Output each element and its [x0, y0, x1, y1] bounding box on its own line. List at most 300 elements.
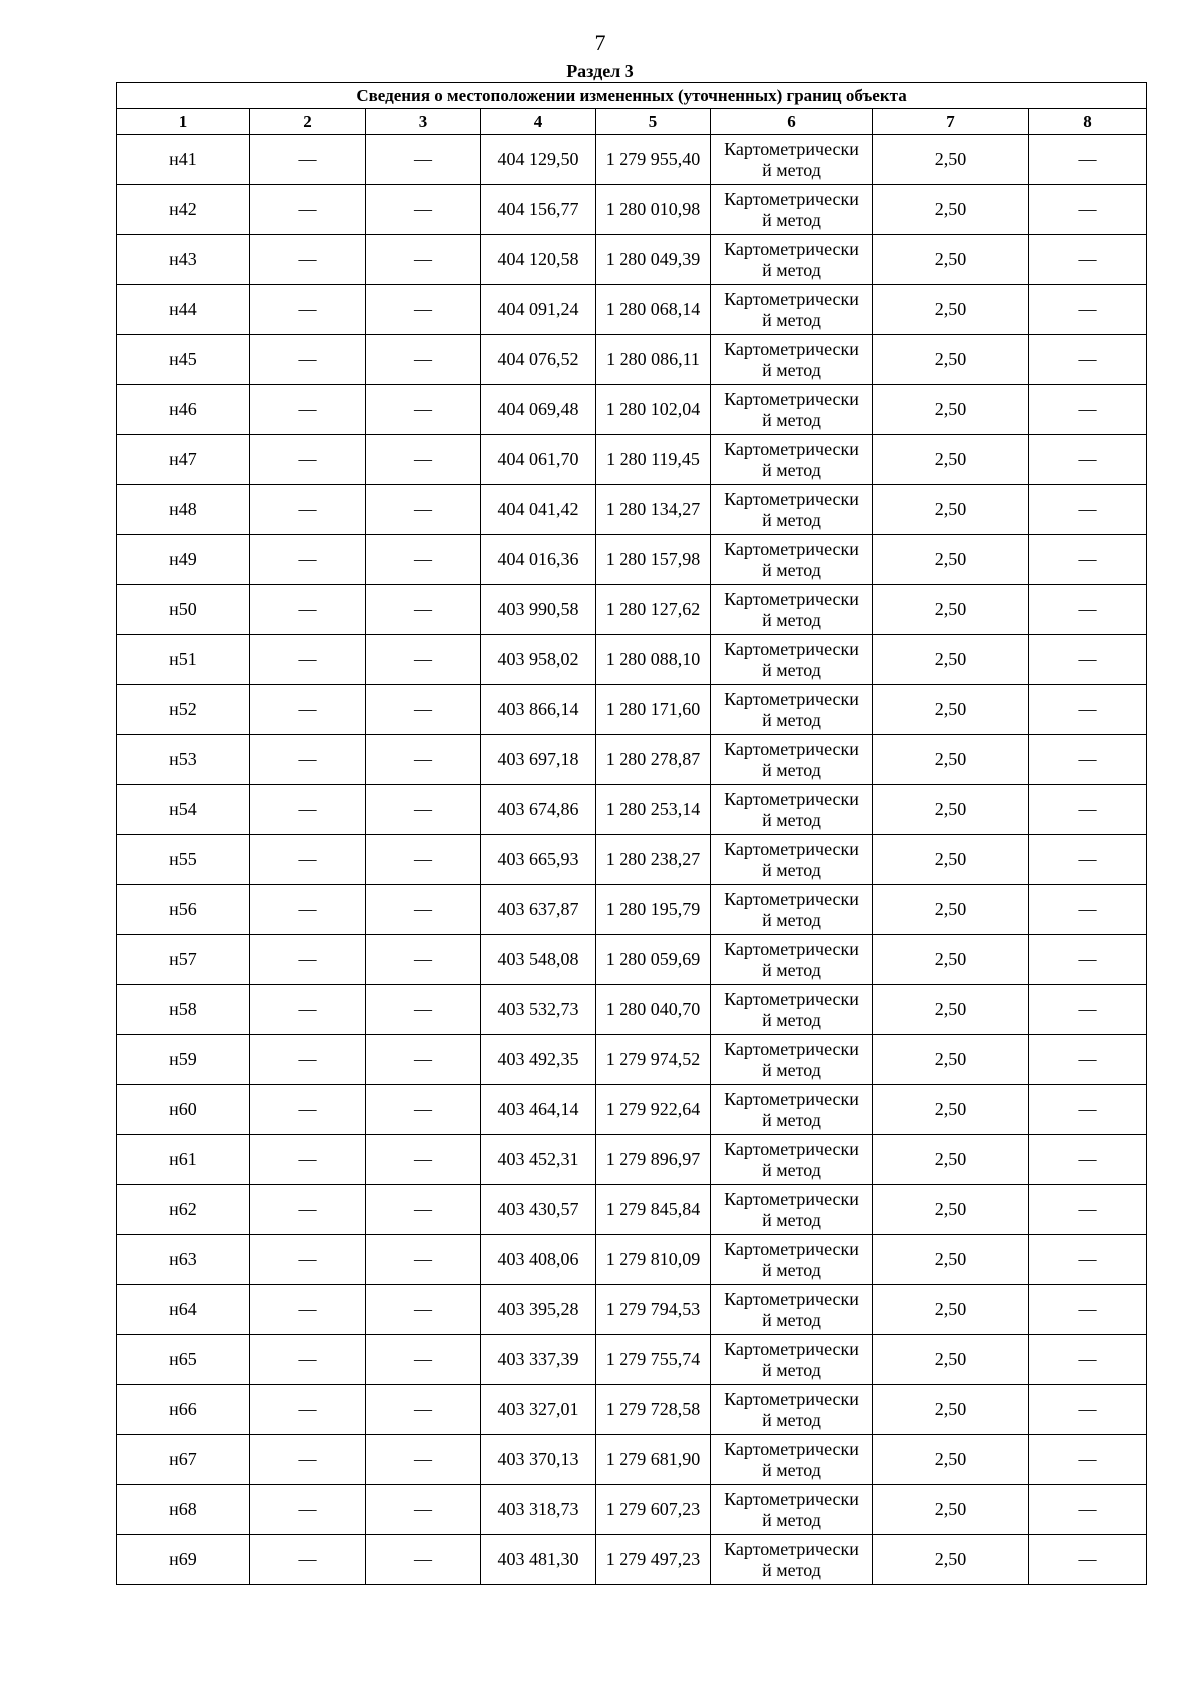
accuracy-cell: 2,50 — [873, 635, 1029, 685]
point-number-cell: н66 — [117, 1385, 250, 1435]
x-coordinate-cell: 403 452,31 — [481, 1135, 596, 1185]
x-coordinate-cell: 403 430,57 — [481, 1185, 596, 1235]
x-coordinate-cell: 403 665,93 — [481, 835, 596, 885]
y-coordinate-cell: 1 279 728,58 — [596, 1385, 711, 1435]
accuracy-cell: 2,50 — [873, 385, 1029, 435]
method-line-1: Картометрически — [724, 238, 859, 259]
column-3-cell: — — [366, 835, 481, 885]
method-line-2: й метод — [762, 859, 821, 880]
point-number-cell: н46 — [117, 385, 250, 435]
method-line-2: й метод — [762, 1409, 821, 1430]
column-3-cell: — — [366, 1535, 481, 1585]
column-number: 8 — [1029, 109, 1147, 135]
table-row — [117, 1135, 1147, 1185]
method-line-1: Картометрически — [724, 188, 859, 209]
point-number-cell: н43 — [117, 235, 250, 285]
column-8-cell: — — [1029, 1285, 1147, 1335]
method-line-1: Картометрически — [724, 288, 859, 309]
column-8-cell: — — [1029, 335, 1147, 385]
column-2-cell: — — [250, 1385, 366, 1435]
column-3-cell: — — [366, 1035, 481, 1085]
table-row — [117, 1085, 1147, 1135]
method-cell — [711, 585, 873, 635]
accuracy-cell: 2,50 — [873, 785, 1029, 835]
point-number-cell: н45 — [117, 335, 250, 385]
accuracy-cell: 2,50 — [873, 435, 1029, 485]
column-8-cell: — — [1029, 235, 1147, 285]
table-row — [117, 1485, 1147, 1535]
column-number: 7 — [873, 109, 1029, 135]
column-3-cell: — — [366, 335, 481, 385]
point-number-cell: н50 — [117, 585, 250, 635]
x-coordinate-cell: 403 958,02 — [481, 635, 596, 685]
column-3-cell: — — [366, 885, 481, 935]
y-coordinate-cell: 1 279 755,74 — [596, 1335, 711, 1385]
method-line-1: Картометрически — [724, 1538, 859, 1559]
method-cell — [711, 435, 873, 485]
method-line-2: й метод — [762, 1109, 821, 1130]
accuracy-cell: 2,50 — [873, 1085, 1029, 1135]
point-number-cell: н60 — [117, 1085, 250, 1135]
method-line-2: й метод — [762, 909, 821, 930]
x-coordinate-cell: 404 156,77 — [481, 185, 596, 235]
x-coordinate-cell: 403 327,01 — [481, 1385, 596, 1435]
point-number-cell: н44 — [117, 285, 250, 335]
point-number-cell: н64 — [117, 1285, 250, 1335]
y-coordinate-cell: 1 280 040,70 — [596, 985, 711, 1035]
accuracy-cell: 2,50 — [873, 1285, 1029, 1335]
column-3-cell: — — [366, 985, 481, 1035]
column-2-cell: — — [250, 1535, 366, 1585]
column-8-cell: — — [1029, 285, 1147, 335]
column-8-cell: — — [1029, 435, 1147, 485]
method-cell — [711, 935, 873, 985]
column-2-cell: — — [250, 535, 366, 585]
table-row — [117, 1335, 1147, 1385]
column-2-cell: — — [250, 1485, 366, 1535]
y-coordinate-cell: 1 280 253,14 — [596, 785, 711, 835]
point-number-cell: н56 — [117, 885, 250, 935]
method-line-2: й метод — [762, 1009, 821, 1030]
x-coordinate-cell: 403 548,08 — [481, 935, 596, 985]
accuracy-cell: 2,50 — [873, 1185, 1029, 1235]
column-8-cell: — — [1029, 1335, 1147, 1385]
column-2-cell: — — [250, 1185, 366, 1235]
y-coordinate-cell: 1 279 922,64 — [596, 1085, 711, 1135]
y-coordinate-cell: 1 280 088,10 — [596, 635, 711, 685]
column-8-cell: — — [1029, 1185, 1147, 1235]
method-cell — [711, 1085, 873, 1135]
column-2-cell: — — [250, 1135, 366, 1185]
method-cell — [711, 985, 873, 1035]
column-2-cell: — — [250, 735, 366, 785]
method-line-1: Картометрически — [724, 988, 859, 1009]
y-coordinate-cell: 1 279 810,09 — [596, 1235, 711, 1285]
accuracy-cell: 2,50 — [873, 485, 1029, 535]
column-2-cell: — — [250, 1085, 366, 1135]
column-8-cell: — — [1029, 1535, 1147, 1585]
x-coordinate-cell: 404 120,58 — [481, 235, 596, 285]
y-coordinate-cell: 1 280 195,79 — [596, 885, 711, 935]
column-2-cell: — — [250, 635, 366, 685]
method-line-2: й метод — [762, 359, 821, 380]
column-2-cell: — — [250, 885, 366, 935]
table-row — [117, 785, 1147, 835]
method-cell — [711, 885, 873, 935]
method-line-1: Картометрически — [724, 638, 859, 659]
y-coordinate-cell: 1 280 059,69 — [596, 935, 711, 985]
y-coordinate-cell: 1 280 068,14 — [596, 285, 711, 335]
method-line-1: Картометрически — [724, 1188, 859, 1209]
y-coordinate-cell: 1 279 896,97 — [596, 1135, 711, 1185]
method-line-1: Картометрически — [724, 538, 859, 559]
column-8-cell: — — [1029, 585, 1147, 635]
accuracy-cell: 2,50 — [873, 1485, 1029, 1535]
method-cell — [711, 635, 873, 685]
column-3-cell: — — [366, 1085, 481, 1135]
table-row — [117, 885, 1147, 935]
column-8-cell: — — [1029, 885, 1147, 935]
accuracy-cell: 2,50 — [873, 1335, 1029, 1385]
column-8-cell: — — [1029, 635, 1147, 685]
accuracy-cell: 2,50 — [873, 1235, 1029, 1285]
x-coordinate-cell: 404 061,70 — [481, 435, 596, 485]
table-row — [117, 1435, 1147, 1485]
column-8-cell: — — [1029, 785, 1147, 835]
method-line-1: Картометрически — [724, 338, 859, 359]
x-coordinate-cell: 403 481,30 — [481, 1535, 596, 1585]
method-line-2: й метод — [762, 1159, 821, 1180]
column-3-cell: — — [366, 1285, 481, 1335]
accuracy-cell: 2,50 — [873, 685, 1029, 735]
table-row — [117, 1535, 1147, 1585]
point-number-cell: н58 — [117, 985, 250, 1035]
column-2-cell: — — [250, 1435, 366, 1485]
method-line-2: й метод — [762, 959, 821, 980]
column-3-cell: — — [366, 1485, 481, 1535]
y-coordinate-cell: 1 279 845,84 — [596, 1185, 711, 1235]
method-cell — [711, 735, 873, 785]
y-coordinate-cell: 1 280 102,04 — [596, 385, 711, 435]
table-row — [117, 485, 1147, 535]
column-2-cell: — — [250, 1235, 366, 1285]
y-coordinate-cell: 1 279 974,52 — [596, 1035, 711, 1085]
method-line-1: Картометрически — [724, 1388, 859, 1409]
method-cell — [711, 235, 873, 285]
column-3-cell: — — [366, 1435, 481, 1485]
method-cell — [711, 1435, 873, 1485]
x-coordinate-cell: 403 395,28 — [481, 1285, 596, 1335]
column-2-cell: — — [250, 935, 366, 985]
method-line-2: й метод — [762, 309, 821, 330]
method-line-2: й метод — [762, 709, 821, 730]
column-3-cell: — — [366, 535, 481, 585]
y-coordinate-cell: 1 279 794,53 — [596, 1285, 711, 1335]
column-number: 2 — [250, 109, 366, 135]
column-3-cell: — — [366, 685, 481, 735]
column-2-cell: — — [250, 335, 366, 385]
method-line-2: й метод — [762, 1359, 821, 1380]
method-cell — [711, 1385, 873, 1435]
column-3-cell: — — [366, 385, 481, 435]
x-coordinate-cell: 403 990,58 — [481, 585, 596, 635]
method-line-1: Картометрически — [724, 738, 859, 759]
accuracy-cell: 2,50 — [873, 185, 1029, 235]
method-line-1: Картометрически — [724, 788, 859, 809]
x-coordinate-cell: 404 129,50 — [481, 135, 596, 185]
method-line-2: й метод — [762, 159, 821, 180]
column-number: 3 — [366, 109, 481, 135]
method-cell — [711, 785, 873, 835]
point-number-cell: н69 — [117, 1535, 250, 1585]
method-line-1: Картометрически — [724, 1138, 859, 1159]
method-line-2: й метод — [762, 209, 821, 230]
table-row — [117, 435, 1147, 485]
point-number-cell: н54 — [117, 785, 250, 835]
column-2-cell: — — [250, 685, 366, 735]
x-coordinate-cell: 404 016,36 — [481, 535, 596, 585]
method-line-2: й метод — [762, 409, 821, 430]
table-row — [117, 1235, 1147, 1285]
method-line-1: Картометрически — [724, 588, 859, 609]
point-number-cell: н62 — [117, 1185, 250, 1235]
x-coordinate-cell: 403 492,35 — [481, 1035, 596, 1085]
method-line-2: й метод — [762, 1059, 821, 1080]
table-row — [117, 635, 1147, 685]
column-2-cell: — — [250, 1285, 366, 1335]
column-2-cell: — — [250, 185, 366, 235]
method-line-2: й метод — [762, 1459, 821, 1480]
point-number-cell: н47 — [117, 435, 250, 485]
column-3-cell: — — [366, 1185, 481, 1235]
x-coordinate-cell: 403 674,86 — [481, 785, 596, 835]
method-line-1: Картометрически — [724, 1488, 859, 1509]
y-coordinate-cell: 1 280 238,27 — [596, 835, 711, 885]
method-cell — [711, 485, 873, 535]
x-coordinate-cell: 403 318,73 — [481, 1485, 596, 1535]
method-line-1: Картометрически — [724, 838, 859, 859]
column-3-cell: — — [366, 435, 481, 485]
point-number-cell: н48 — [117, 485, 250, 535]
method-cell — [711, 1185, 873, 1235]
column-3-cell: — — [366, 235, 481, 285]
method-line-2: й метод — [762, 459, 821, 480]
method-line-1: Картометрически — [724, 688, 859, 709]
point-number-cell: н55 — [117, 835, 250, 885]
column-3-cell: — — [366, 1335, 481, 1385]
x-coordinate-cell: 403 408,06 — [481, 1235, 596, 1285]
table-row — [117, 135, 1147, 185]
point-number-cell: н49 — [117, 535, 250, 585]
column-8-cell: — — [1029, 1435, 1147, 1485]
accuracy-cell: 2,50 — [873, 535, 1029, 585]
x-coordinate-cell: 403 370,13 — [481, 1435, 596, 1485]
column-8-cell: — — [1029, 185, 1147, 235]
accuracy-cell: 2,50 — [873, 1135, 1029, 1185]
method-cell — [711, 1485, 873, 1535]
accuracy-cell: 2,50 — [873, 585, 1029, 635]
method-line-1: Картометрически — [724, 1238, 859, 1259]
table-row — [117, 735, 1147, 785]
table-row — [117, 835, 1147, 885]
column-8-cell: — — [1029, 1485, 1147, 1535]
y-coordinate-cell: 1 280 278,87 — [596, 735, 711, 785]
x-coordinate-cell: 403 866,14 — [481, 685, 596, 735]
y-coordinate-cell: 1 280 119,45 — [596, 435, 711, 485]
coordinates-table — [116, 82, 1147, 1585]
method-line-2: й метод — [762, 1309, 821, 1330]
column-2-cell: — — [250, 235, 366, 285]
table-caption: Сведения о местоположении измененных (уточненных) границ объекта — [117, 83, 1147, 109]
accuracy-cell: 2,50 — [873, 335, 1029, 385]
x-coordinate-cell: 403 464,14 — [481, 1085, 596, 1135]
column-8-cell: — — [1029, 385, 1147, 435]
table-row — [117, 1035, 1147, 1085]
column-3-cell: — — [366, 485, 481, 535]
y-coordinate-cell: 1 280 157,98 — [596, 535, 711, 585]
column-8-cell: — — [1029, 1235, 1147, 1285]
y-coordinate-cell: 1 280 049,39 — [596, 235, 711, 285]
column-3-cell: — — [366, 785, 481, 835]
method-line-2: й метод — [762, 1559, 821, 1580]
point-number-cell: н57 — [117, 935, 250, 985]
column-8-cell: — — [1029, 1385, 1147, 1435]
table-row — [117, 235, 1147, 285]
column-3-cell: — — [366, 135, 481, 185]
method-line-1: Картометрически — [724, 938, 859, 959]
method-line-2: й метод — [762, 609, 821, 630]
column-8-cell: — — [1029, 985, 1147, 1035]
method-cell — [711, 1335, 873, 1385]
method-line-2: й метод — [762, 659, 821, 680]
column-8-cell: — — [1029, 1135, 1147, 1185]
point-number-cell: н63 — [117, 1235, 250, 1285]
method-line-1: Картометрически — [724, 1088, 859, 1109]
method-line-1: Картометрически — [724, 138, 859, 159]
method-line-2: й метод — [762, 1509, 821, 1530]
method-line-1: Картометрически — [724, 1338, 859, 1359]
table-row — [117, 385, 1147, 435]
x-coordinate-cell: 403 637,87 — [481, 885, 596, 935]
column-3-cell: — — [366, 585, 481, 635]
method-cell — [711, 685, 873, 735]
method-line-1: Картометрически — [724, 488, 859, 509]
x-coordinate-cell: 403 697,18 — [481, 735, 596, 785]
point-number-cell: н52 — [117, 685, 250, 735]
column-3-cell: — — [366, 285, 481, 335]
column-8-cell: — — [1029, 485, 1147, 535]
column-2-cell: — — [250, 1035, 366, 1085]
method-line-2: й метод — [762, 809, 821, 830]
method-cell — [711, 335, 873, 385]
column-8-cell: — — [1029, 685, 1147, 735]
column-3-cell: — — [366, 935, 481, 985]
method-cell — [711, 1285, 873, 1335]
point-number-cell: н65 — [117, 1335, 250, 1385]
x-coordinate-cell: 403 337,39 — [481, 1335, 596, 1385]
method-line-1: Картометрически — [724, 1438, 859, 1459]
point-number-cell: н51 — [117, 635, 250, 685]
table-row — [117, 185, 1147, 235]
column-number: 6 — [711, 109, 873, 135]
point-number-cell: н68 — [117, 1485, 250, 1535]
accuracy-cell: 2,50 — [873, 1535, 1029, 1585]
table-row — [117, 1285, 1147, 1335]
method-cell — [711, 1135, 873, 1185]
method-line-2: й метод — [762, 559, 821, 580]
y-coordinate-cell: 1 280 127,62 — [596, 585, 711, 635]
table-row — [117, 585, 1147, 635]
x-coordinate-cell: 404 069,48 — [481, 385, 596, 435]
column-3-cell: — — [366, 1385, 481, 1435]
column-8-cell: — — [1029, 135, 1147, 185]
y-coordinate-cell: 1 280 134,27 — [596, 485, 711, 535]
table-row — [117, 685, 1147, 735]
accuracy-cell: 2,50 — [873, 1035, 1029, 1085]
column-numbers-row — [117, 109, 1147, 135]
column-2-cell: — — [250, 485, 366, 535]
method-cell — [711, 135, 873, 185]
method-cell — [711, 185, 873, 235]
point-number-cell: н42 — [117, 185, 250, 235]
method-cell — [711, 285, 873, 335]
accuracy-cell: 2,50 — [873, 735, 1029, 785]
method-line-2: й метод — [762, 1209, 821, 1230]
y-coordinate-cell: 1 279 497,23 — [596, 1535, 711, 1585]
accuracy-cell: 2,50 — [873, 285, 1029, 335]
x-coordinate-cell: 403 532,73 — [481, 985, 596, 1035]
column-2-cell: — — [250, 985, 366, 1035]
table-row — [117, 335, 1147, 385]
method-line-2: й метод — [762, 509, 821, 530]
method-line-1: Картометрически — [724, 1288, 859, 1309]
method-line-1: Картометрически — [724, 888, 859, 909]
y-coordinate-cell: 1 280 086,11 — [596, 335, 711, 385]
page-number: 7 — [594, 30, 606, 55]
accuracy-cell: 2,50 — [873, 135, 1029, 185]
table-row — [117, 1185, 1147, 1235]
point-number-cell: н61 — [117, 1135, 250, 1185]
column-number: 4 — [481, 109, 596, 135]
column-2-cell: — — [250, 285, 366, 335]
column-8-cell: — — [1029, 935, 1147, 985]
accuracy-cell: 2,50 — [873, 985, 1029, 1035]
column-8-cell: — — [1029, 1035, 1147, 1085]
column-number: 1 — [117, 109, 250, 135]
column-2-cell: — — [250, 135, 366, 185]
method-cell — [711, 835, 873, 885]
accuracy-cell: 2,50 — [873, 1385, 1029, 1435]
method-line-2: й метод — [762, 759, 821, 780]
column-2-cell: — — [250, 1335, 366, 1385]
method-line-1: Картометрически — [724, 1038, 859, 1059]
column-3-cell: — — [366, 1135, 481, 1185]
accuracy-cell: 2,50 — [873, 235, 1029, 285]
point-number-cell: н59 — [117, 1035, 250, 1085]
table-row — [117, 985, 1147, 1035]
point-number-cell: н53 — [117, 735, 250, 785]
y-coordinate-cell: 1 279 607,23 — [596, 1485, 711, 1535]
accuracy-cell: 2,50 — [873, 1435, 1029, 1485]
table-row — [117, 1385, 1147, 1435]
method-line-2: й метод — [762, 259, 821, 280]
y-coordinate-cell: 1 279 681,90 — [596, 1435, 711, 1485]
column-2-cell: — — [250, 835, 366, 885]
column-3-cell: — — [366, 185, 481, 235]
column-3-cell: — — [366, 1235, 481, 1285]
y-coordinate-cell: 1 279 955,40 — [596, 135, 711, 185]
column-number: 5 — [596, 109, 711, 135]
